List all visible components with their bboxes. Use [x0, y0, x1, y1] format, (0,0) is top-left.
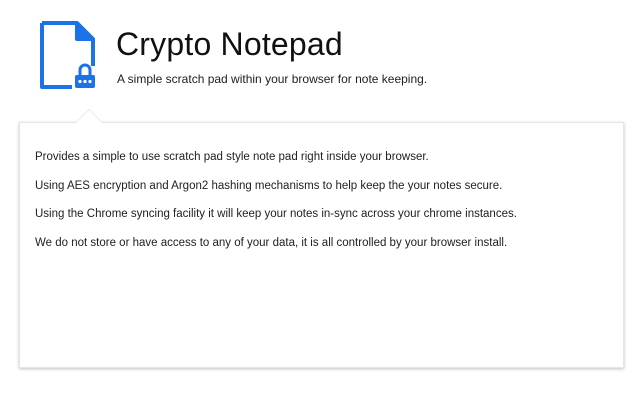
app-title: Crypto Notepad [116, 26, 343, 62]
app-header [0, 0, 640, 120]
locked-document-icon [38, 20, 96, 90]
app-subtitle: A simple scratch pad within your browser for note keeping. [117, 72, 428, 86]
description-line: Using AES encryption and Argon2 hashing mechanisms to help keep the your notes secure. [35, 179, 503, 192]
description-line: Provides a simple to use scratch pad style note pad right inside your browser. [35, 151, 429, 163]
description-list [35, 150, 517, 264]
card-pointer [75, 109, 103, 123]
description-line: We do not store or have access to any of your data, it is all controlled by your browser install. [35, 236, 508, 249]
description-card [19, 122, 624, 368]
description-line: Using the Chrome syncing facility it will keep your notes in-sync across your chrome instances. [35, 208, 517, 220]
